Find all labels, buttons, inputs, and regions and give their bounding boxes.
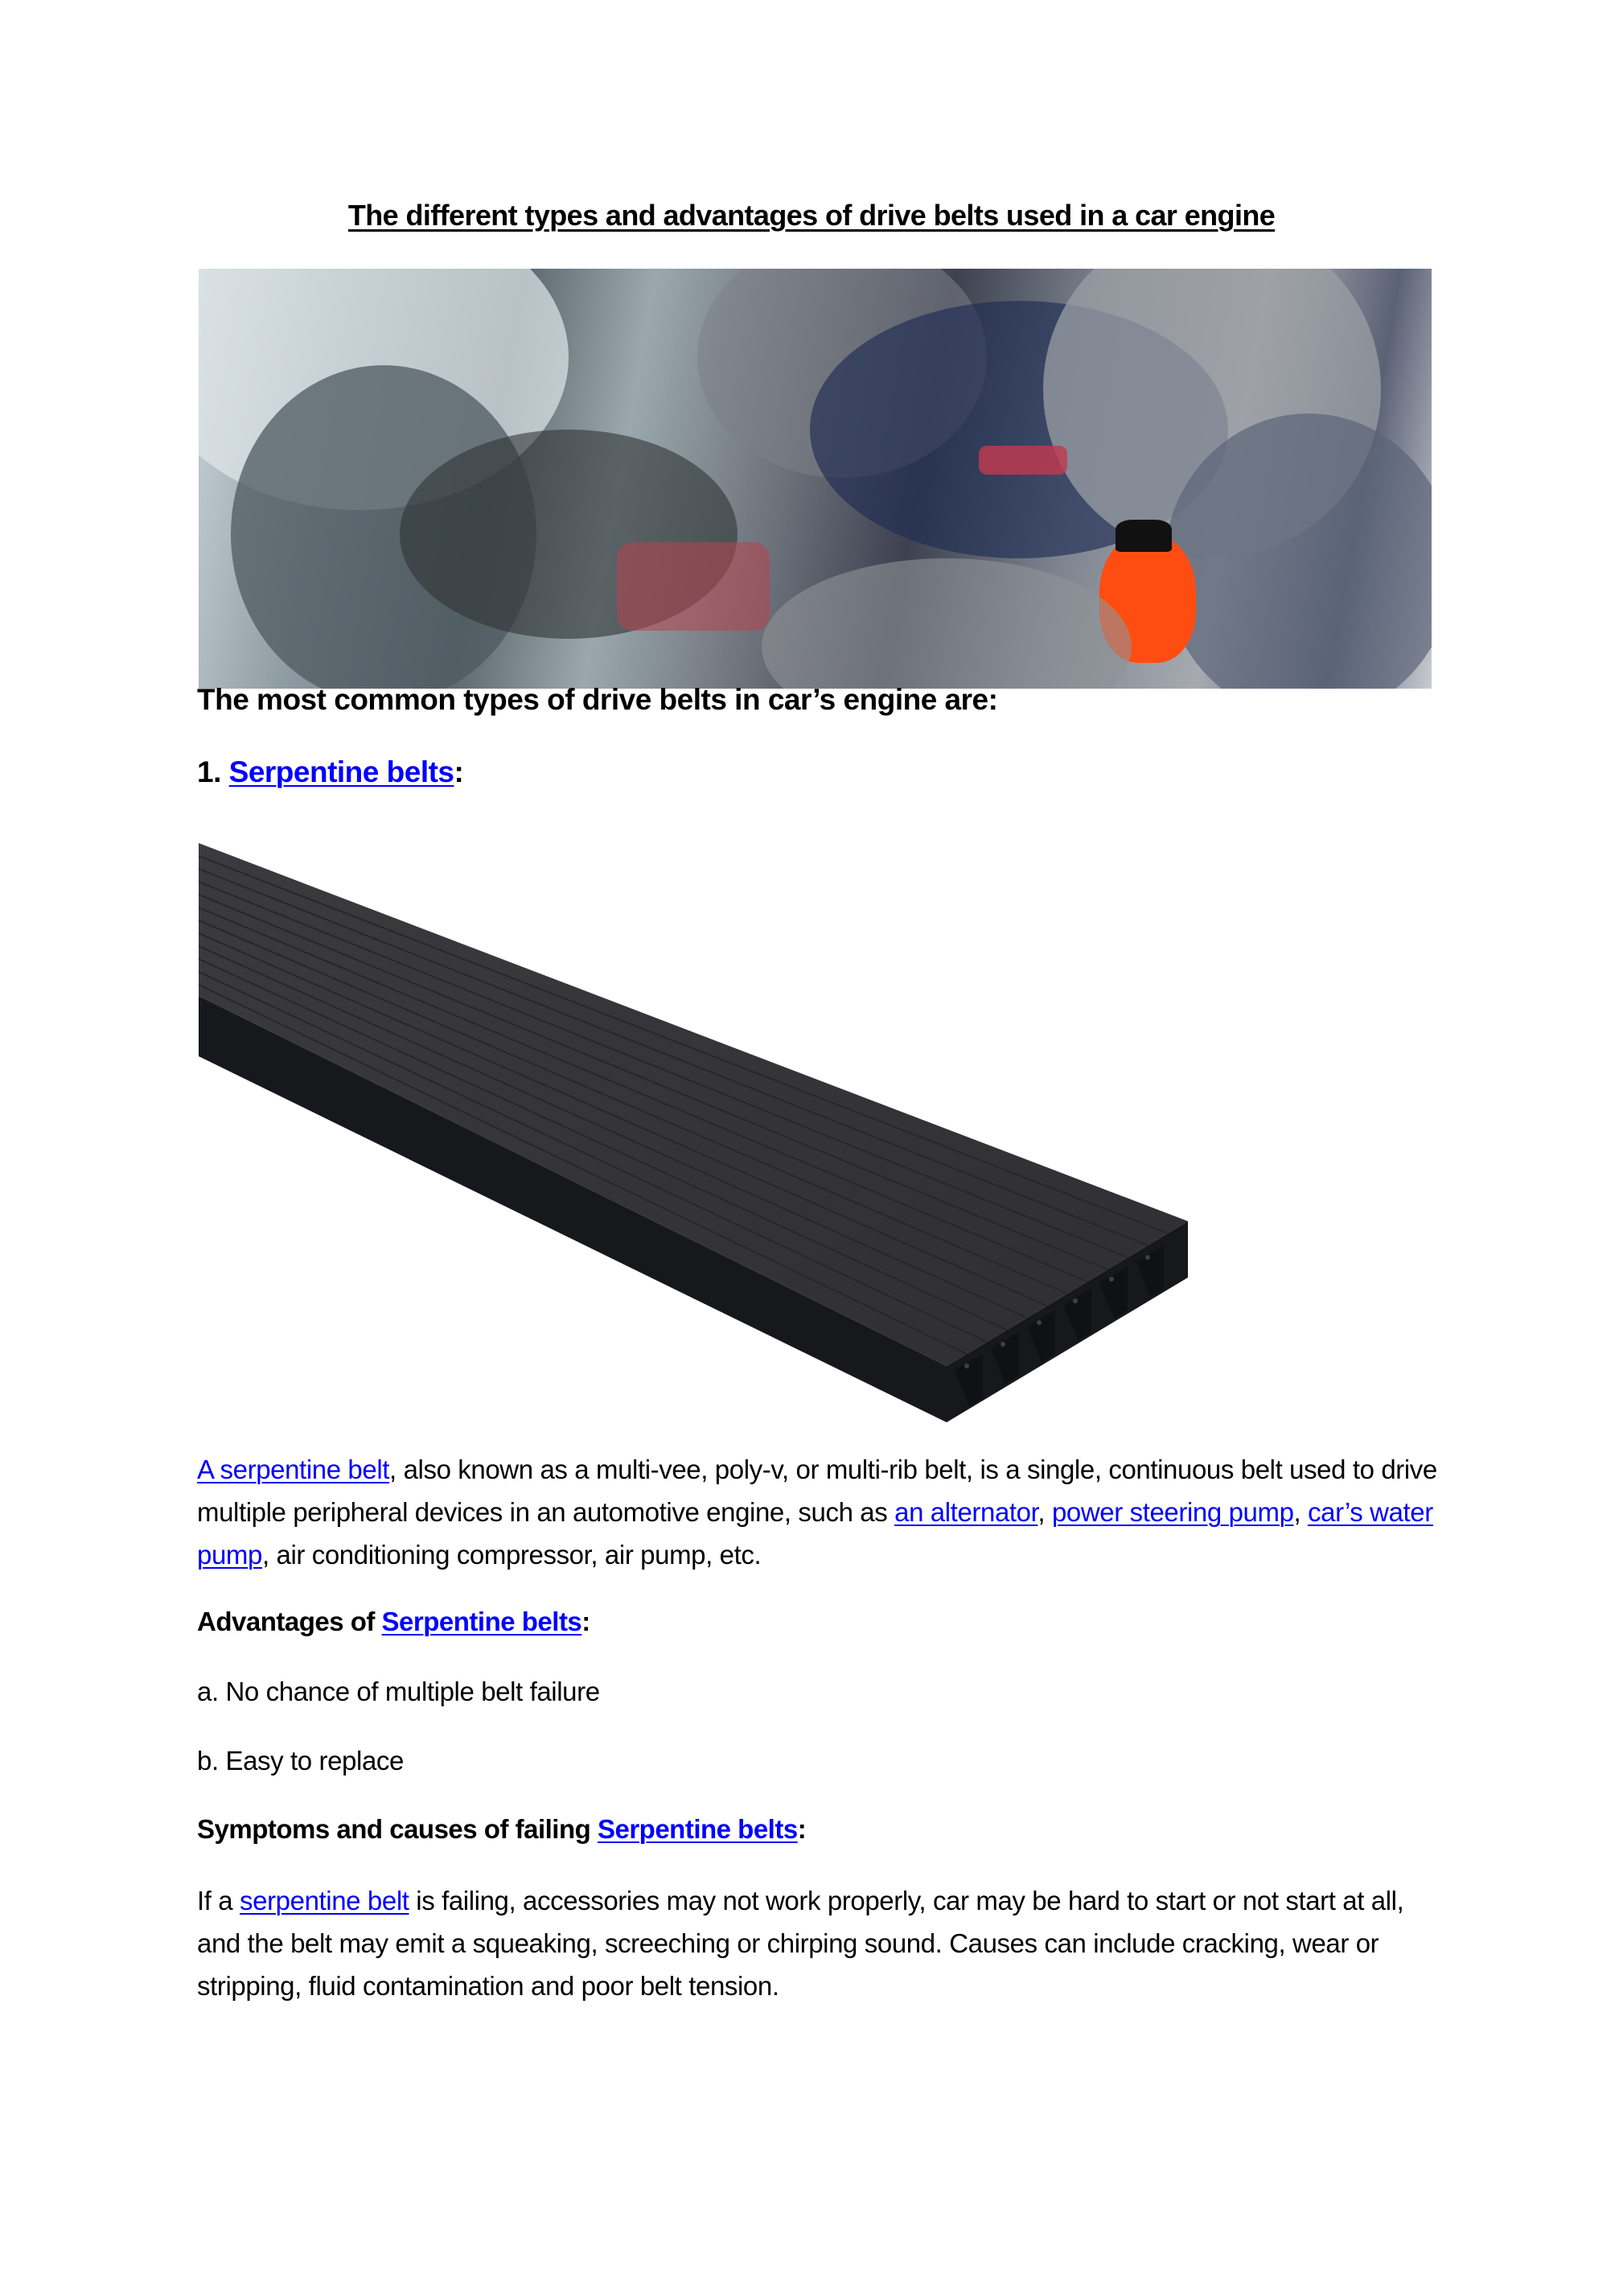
symptoms-text-2: is failing, accessories may not work properly, car may be hard to start or not start at all, and the belt may emit a squeaking, screeching or chirping sound. Causes can include cracking, wear or stripping, fluid contamination and poor belt tension. <box>197 1886 1404 2001</box>
advantages-prefix: Advantages of <box>197 1607 382 1636</box>
serpentine-belt-link[interactable]: serpentine belt <box>240 1886 409 1915</box>
advantages-colon: : <box>581 1607 590 1636</box>
alternator-link[interactable]: an alternator <box>894 1497 1038 1527</box>
symptoms-text-1: If a <box>197 1886 240 1915</box>
description-text-2: , <box>1037 1497 1052 1527</box>
water-pump-link[interactable]: car’s water pump <box>197 1497 1433 1570</box>
symptoms-heading <box>197 1810 806 1849</box>
symptoms-colon: : <box>797 1814 807 1844</box>
page-title: The different types and advantages of drive belts used in a car engine <box>347 199 1276 232</box>
heading-colon: : <box>454 755 464 788</box>
description-text-1: , also known as a multi-vee, poly-v, or multi-rib belt, is a single, continuous belt used to drive multiple peripheral devices in an automotive engine, such as <box>197 1455 1437 1527</box>
advantage-item-b: b. Easy to replace <box>197 1746 404 1775</box>
section-number: 1. <box>197 755 229 788</box>
advantages-serpentine-belts-link[interactable]: Serpentine belts <box>381 1607 582 1636</box>
serpentine-belts-heading-link[interactable]: Serpentine belts <box>228 755 454 788</box>
advantage-item-a: a. No chance of multiple belt failure <box>197 1677 600 1706</box>
serpentine-belt-description <box>197 1448 1452 1576</box>
section-1-heading <box>197 753 463 792</box>
description-text-3: , <box>1293 1497 1309 1527</box>
intro-heading: The most common types of drive belts in car’s engine are: <box>197 683 998 716</box>
belt-illustration-icon <box>199 843 1188 1422</box>
symptoms-paragraph <box>197 1879 1452 2007</box>
description-text-4: , air conditioning compressor, air pump, etc. <box>261 1540 762 1570</box>
a-serpentine-belt-link[interactable]: A serpentine belt <box>197 1455 390 1484</box>
power-steering-pump-link[interactable]: power steering pump <box>1051 1497 1294 1527</box>
advantages-heading <box>197 1603 590 1641</box>
serpentine-belt-image <box>199 843 1188 1422</box>
symptoms-prefix: Symptoms and causes of failing <box>197 1814 598 1844</box>
hero-image-mechanic <box>199 269 1432 689</box>
symptoms-serpentine-belts-link[interactable]: Serpentine belts <box>597 1814 798 1844</box>
